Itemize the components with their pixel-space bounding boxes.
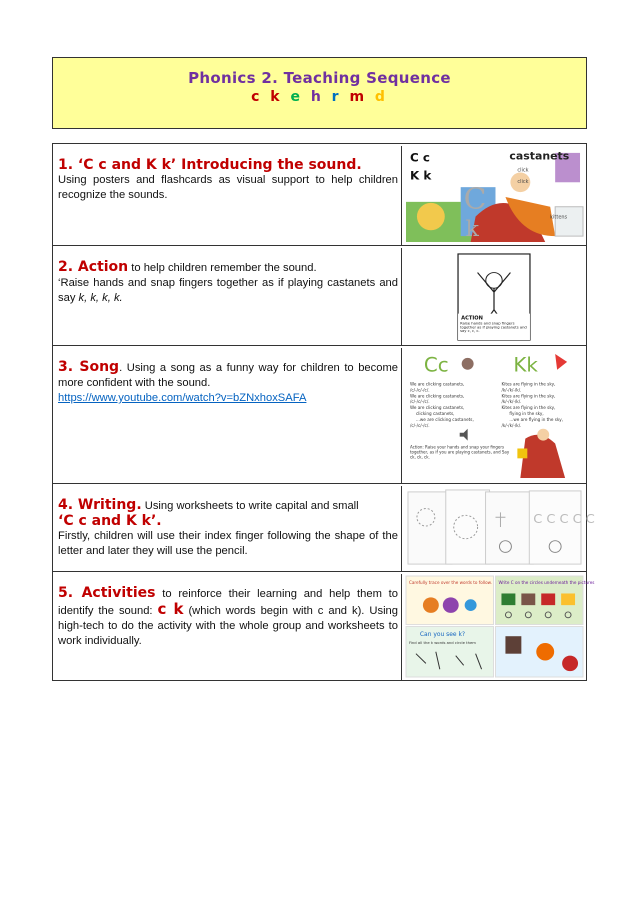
- lyric-line: /k/-/k/-/k/.: [501, 399, 522, 405]
- row-heading-rest: . Using a song as a funny way for children to become more confident with the sound.: [58, 362, 398, 389]
- poster-word: castanets: [509, 149, 570, 163]
- row-image-cell: [401, 486, 595, 571]
- poster-big-k: k: [465, 217, 479, 243]
- row-text: [58, 586, 398, 649]
- song-link[interactable]: https://www.youtube.com/watch?v=bZNxhoxSAFA: [58, 392, 307, 404]
- letter: k: [270, 89, 283, 105]
- song-title-c: Cc: [423, 353, 449, 377]
- table-row: [53, 246, 586, 346]
- lyric-line: ...we are clicking castanets,: [415, 416, 474, 422]
- poster-big-c: C: [463, 181, 487, 216]
- title-box: [52, 57, 587, 129]
- row-heading: 3. Song: [58, 359, 120, 375]
- table-row: [53, 346, 586, 484]
- row-heading: 5. Activities: [58, 585, 156, 601]
- lyric-line: clicking castanets,: [415, 411, 455, 416]
- song-lyrics-image: [406, 350, 583, 480]
- song-action-note: Action: Raise your hands and snap your fingers together, as if you are playing castanets, and Say ck, ck, ck.: [409, 444, 510, 460]
- row-text: [58, 158, 398, 203]
- row-heading-rest: to help children remember the sound.: [128, 262, 317, 274]
- lyric-line: Kites are flying in the sky,: [501, 393, 556, 399]
- tracing-letters: C C C C C: [533, 512, 595, 528]
- lyric-line: Kites are flying in the sky,: [501, 381, 556, 387]
- lyric-line: /c/-/c/-/c/.: [409, 399, 430, 405]
- row-image-cell: [401, 146, 586, 245]
- lyric-line: /c/-/c/-/c/.: [409, 387, 430, 393]
- row-body: (which words begin with c and k). Using high-tech to do the activity with the whole group and worksheets to work individually.: [58, 605, 398, 647]
- lyric-line: ...we are flying in the sky,: [509, 416, 564, 422]
- page-title: Phonics 2. Teaching Sequence: [188, 69, 451, 87]
- action-card-image: [457, 253, 531, 341]
- row-heading: 4. Writing.: [58, 497, 142, 513]
- poster-sfx: click: [517, 179, 529, 186]
- writing-worksheets-image: [406, 488, 595, 568]
- activity-heading: Write C on the circles underneath the pictures: [498, 579, 595, 585]
- lyric-line: We are clicking castanets,: [409, 405, 465, 411]
- lyric-line: flying in the sky,: [509, 411, 544, 416]
- row-body: Firstly, children will use their index finger following the shape of the letter and later they will use the pencil.: [58, 530, 398, 557]
- row-heading-rest: Using worksheets to write capital and small: [141, 500, 359, 512]
- letter: c: [251, 89, 263, 105]
- activity-heading: Can you see k?: [419, 632, 466, 639]
- action-label: ACTION: [461, 315, 483, 322]
- castanets-poster-image: [406, 148, 583, 242]
- row-image-cell: [401, 574, 595, 680]
- letter-sequence: [53, 89, 586, 105]
- poster-letters-c: C c: [409, 150, 430, 165]
- lyric-line: /k/-/k/-/k/.: [501, 422, 522, 428]
- row-text: [58, 260, 398, 306]
- song-title-k: Kk: [513, 353, 538, 377]
- row-heading-2: ‘C c and K k’.: [58, 513, 162, 529]
- row-heading-rest: to reinforce their learning and help them to identify the sound:: [58, 588, 399, 617]
- letter: h: [310, 89, 324, 105]
- row-body: Using posters and flashcards as visual support to help children recognize the sounds.: [58, 174, 398, 201]
- letter: e: [290, 89, 303, 105]
- activity-heading: Carefully trace over the words to follow.: [408, 579, 493, 585]
- poster-letters-k: K k: [409, 168, 432, 183]
- table-row: [53, 144, 586, 246]
- table-row: [53, 484, 595, 572]
- row-heading: 1. ‘C c and K k’ Introducing the sound.: [58, 157, 362, 173]
- lyric-line: Kites are flying in the sky,: [501, 405, 556, 411]
- row-body: ‘Raise hands and snap fingers together as if playing castanets and say: [58, 277, 398, 304]
- row-text: [58, 360, 398, 406]
- teaching-sequence-table: [52, 143, 595, 681]
- lyric-line: We are clicking castanets,: [409, 393, 465, 399]
- row-image-cell: [401, 248, 586, 345]
- lyric-line: /c/-/c/-/c/.: [409, 422, 430, 428]
- row-image-cell: [401, 348, 586, 483]
- lyric-line: We are clicking castanets,: [409, 381, 465, 387]
- activity-heading: Find all the k words and circle them: [408, 641, 476, 645]
- lyric-line: /k/-/k/-/k/.: [501, 387, 522, 393]
- sound-letters: c k: [157, 600, 184, 618]
- letter: d: [374, 89, 388, 105]
- row-body-italic: k, k, k, k.: [78, 292, 123, 304]
- activities-worksheets-image: [406, 576, 595, 677]
- poster-sfx: kittens: [550, 214, 568, 221]
- letter: r: [331, 89, 342, 105]
- action-caption: Raise hands and snap fingers together as if playing castanets and say c, c, c.: [460, 321, 527, 334]
- row-heading: 2. Action: [58, 259, 129, 275]
- row-text: [58, 498, 398, 559]
- letter: m: [349, 89, 368, 105]
- table-row: [53, 572, 595, 680]
- poster-sfx: click: [517, 167, 529, 174]
